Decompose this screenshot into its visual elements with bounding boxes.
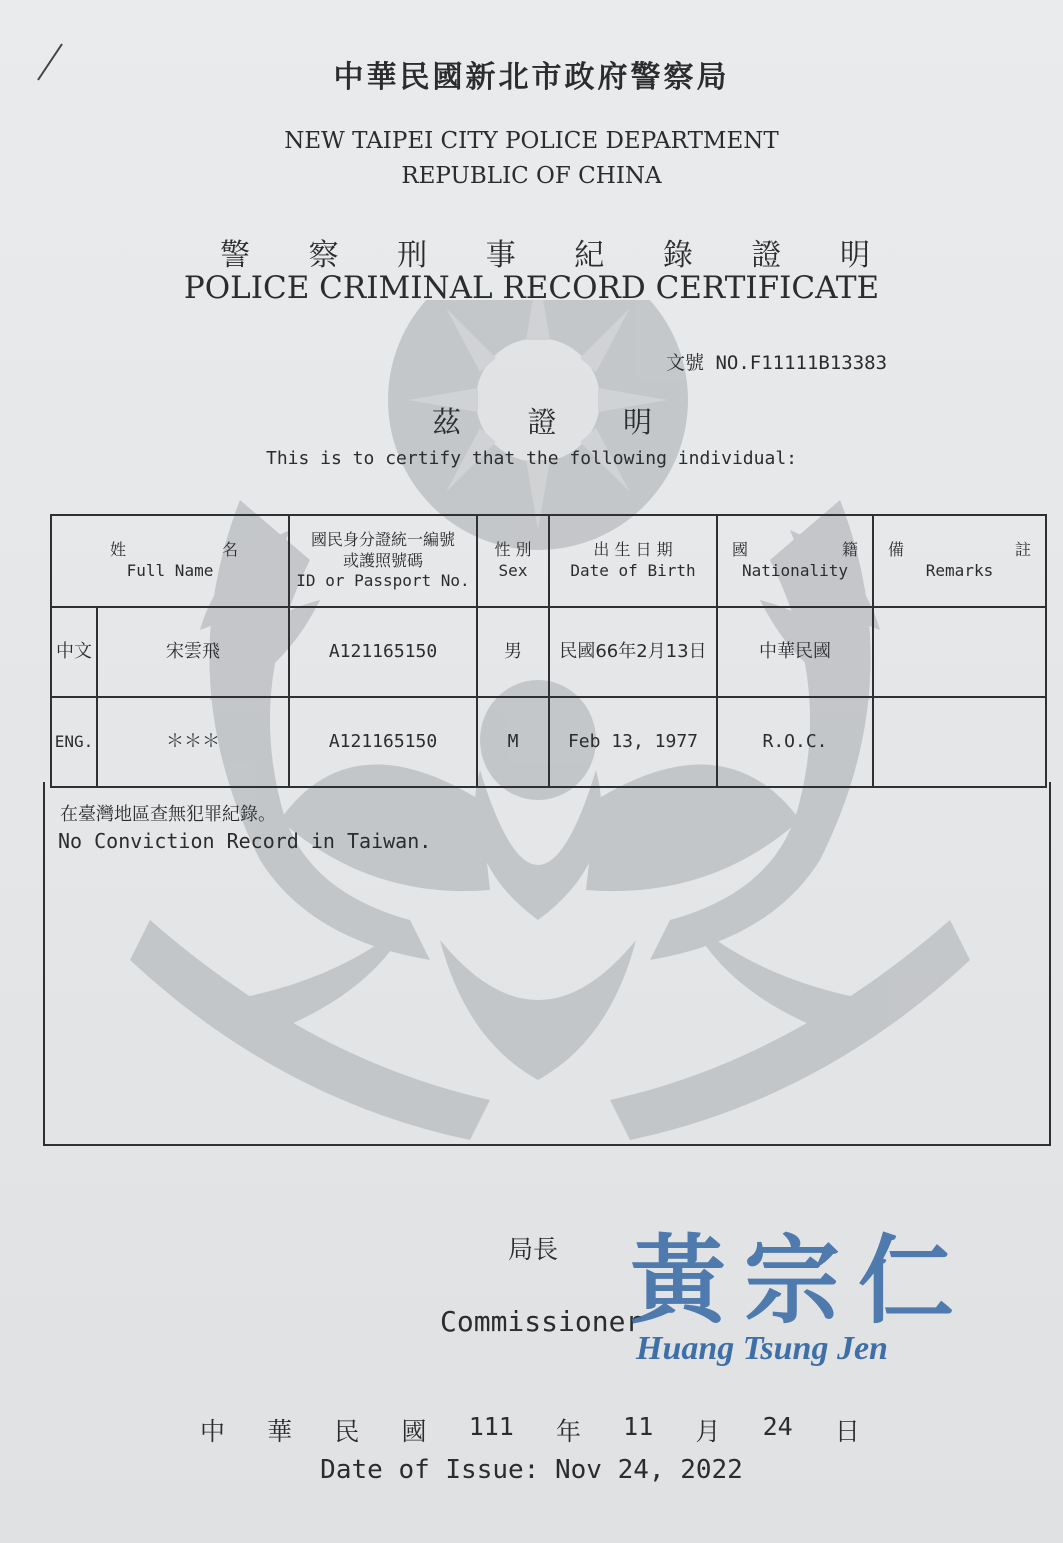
- org-title-cjk: 中華民國新北市政府警察局: [333, 60, 730, 95]
- cell-name: 宋雲飛: [97, 607, 289, 697]
- commissioner-title-cjk: 局長: [508, 1235, 559, 1264]
- signature-stamp-en: Huang Tsung Jen: [636, 1330, 888, 1367]
- header-sex: 性 別 Sex: [477, 515, 549, 607]
- certify-statement: This is to certify that the following individual:: [265, 448, 797, 469]
- row-label: 中文: [51, 607, 97, 697]
- header-id-number: 國民身分證統一編號 或護照號碼 ID or Passport No.: [289, 515, 477, 607]
- certificate-title-en: POLICE CRIMINAL RECORD CERTIFICATE: [183, 270, 880, 306]
- cell-remarks: [873, 607, 1046, 697]
- org-title-en-line1: NEW TAIPEI CITY POLICE DEPARTMENT: [284, 128, 779, 154]
- header-nationality: 國 籍 Nationality: [717, 515, 873, 607]
- cell-sex: 男: [477, 607, 549, 697]
- issue-date-en: Date of Issue: Nov 24, 2022: [320, 1455, 743, 1485]
- cell-id: A121165150: [289, 607, 477, 697]
- table-header-row: [51, 515, 1046, 607]
- cell-name: ＊＊＊: [97, 697, 289, 787]
- certificate-title-cjk: 警 察 刑 事 紀 錄 證 明: [220, 238, 870, 273]
- commissioner-title-en: Commissioner: [440, 1305, 643, 1338]
- org-title-en-line2: REPUBLIC OF CHINA: [401, 163, 662, 189]
- conviction-note-cjk: 在臺灣地區查無犯罪紀錄。: [60, 804, 276, 825]
- header-remarks: 備 註 Remarks: [873, 515, 1046, 607]
- cell-remarks: [873, 697, 1046, 787]
- signature-stamp-cjk: 黃宗仁: [630, 1225, 972, 1337]
- header-date-of-birth: 出 生 日 期 Date of Birth: [549, 515, 717, 607]
- table-row: [51, 607, 1046, 697]
- conviction-note-en: No Conviction Record in Taiwan.: [58, 829, 432, 853]
- cell-dob: 民國66年2月13日: [549, 607, 717, 697]
- record-table: [50, 514, 1047, 788]
- header-full-name: 姓 名 Full Name: [51, 515, 289, 607]
- table-row: [51, 697, 1046, 787]
- row-label: ENG.: [51, 697, 97, 787]
- cell-id: A121165150: [289, 697, 477, 787]
- issue-date-cjk: 中 華 民 國 111 年 11 月 24 日: [200, 1412, 860, 1446]
- cell-sex: M: [477, 697, 549, 787]
- cell-nationality: 中華民國: [717, 607, 873, 697]
- document-number: 文號 NO.F11111B13383: [666, 352, 888, 374]
- cell-nationality: R.O.C.: [717, 697, 873, 787]
- certify-cjk: 茲 證 明: [432, 405, 652, 439]
- cell-dob: Feb 13, 1977: [549, 697, 717, 787]
